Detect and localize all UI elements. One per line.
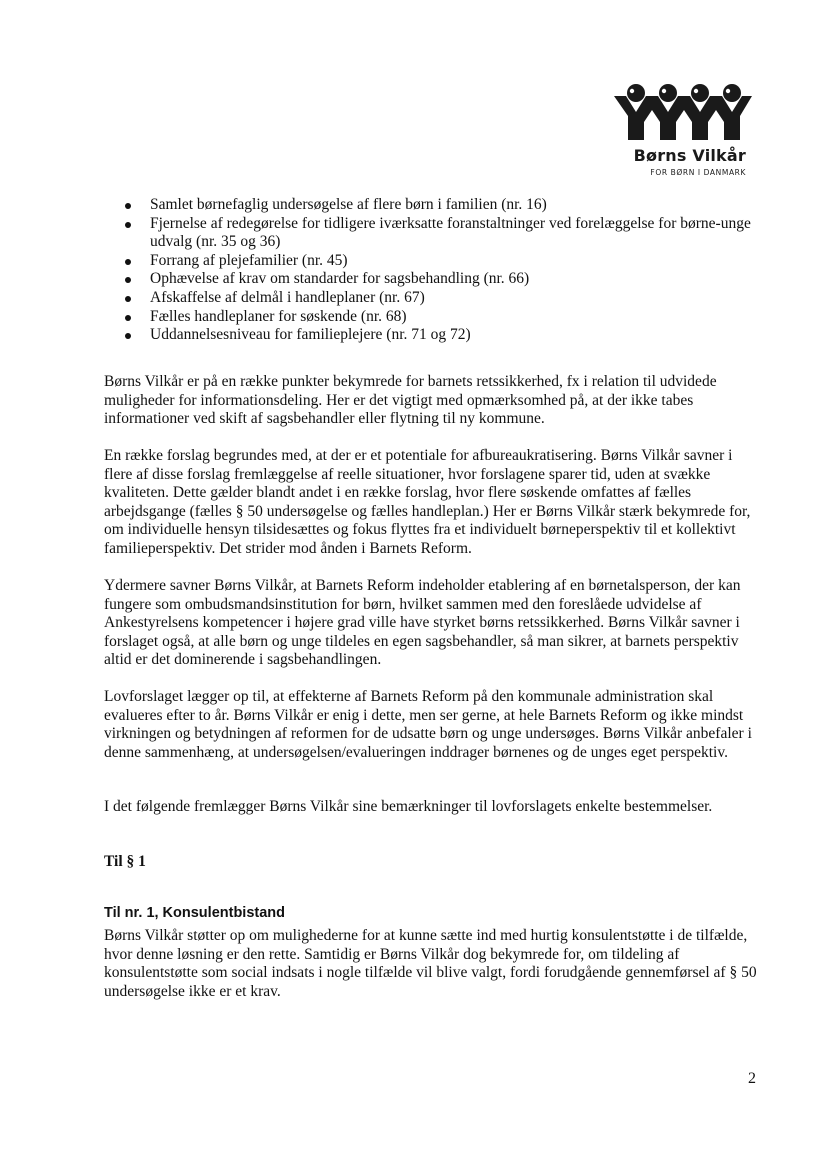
logo-tagline: FOR BØRN I DANMARK — [650, 168, 746, 177]
paragraph-ombudsman: Ydermere savner Børns Vilkår, at Barnets Reform indeholder etablering af en børnetalsperson, der kan fungere som ombudsmandsinstitution for børn, hvilket sammen med den foreslåede udvidelse af Ankestyrelsens kompetencer i højere grad ville have styrket børns retssikkerhed. Børns Vilkår savner i forslaget også, at alle børn og unge tildeles en egen sagsbehandler, så man sikrer, at barnets perspektiv altid er det dominerende i sagsbehandlingen. — [104, 577, 741, 669]
bullet-icon — [125, 203, 131, 209]
bullet-icon — [125, 315, 131, 321]
bullet-text: Ophævelse af krav om standarder for sagsbehandling (nr. 66) — [150, 270, 530, 288]
logo-name: Børns Vilkår — [633, 146, 746, 165]
bullet-text: Fjernelse af redegørelse for tidligere iværksatte foranstaltninger ved forelæggelse for børne-unge udvalg (nr. 35 og 36) — [150, 214, 751, 251]
bullet-icon — [125, 222, 131, 228]
paragraph-intro-remarks: I det følgende fremlægger Børns Vilkår sine bemærkninger til lovforslagets enkelte bestemmelser. — [104, 798, 713, 815]
logo — [608, 82, 756, 182]
bullet-item — [118, 289, 758, 308]
bullet-list — [118, 196, 758, 345]
bullet-text: Samlet børnefaglig undersøgelse af flere børn i familien (nr. 16) — [150, 196, 547, 213]
bullet-item — [118, 270, 758, 289]
paragraph-evaluation: Lovforslaget lægger op til, at effekterne af Barnets Reform på den kommunale administration skal evalueres efter to år. Børns Vilkår er enig i dette, men ser gerne, at hele Barnets Reform og ikke mindst virkningen og betydningen af reformen for de udsatte børn og unge undersøges. Børns Vilkår anbefaler i denne sammenhæng, at undersøgelsen/evalueringen inddrager børnenes og de unges eget perspektiv. — [104, 688, 752, 761]
bullet-text: Forrang af plejefamilier (nr. 45) — [150, 251, 348, 269]
four-children-figures-icon — [612, 82, 752, 144]
bullet-text: Afskaffelse af delmål i handleplaner (nr. 67) — [150, 288, 425, 306]
bullet-text: Uddannelsesniveau for familieplejere (nr. 71 og 72) — [150, 326, 471, 344]
bullet-text: Fælles handleplaner for søskende (nr. 68) — [150, 307, 407, 325]
paragraph-consultant-support: Børns Vilkår støtter op om mulighederne for at kunne sætte ind med hurtig konsulentstøtte i de tilfælde, hvor denne løsning er den rette. Samtidig er Børns Vilkår dog bekymrede for, om tildeling af konsulentstøtte som social indsats i nogle tilfælde vil blive valgt, fordi forudgående gennemførsel af § 50 undersøgelse ikke er et krav. — [104, 927, 757, 1000]
bullet-icon — [125, 333, 131, 339]
bullet-icon — [125, 277, 131, 283]
section-title: Til § 1 — [104, 853, 146, 870]
subsection-heading: Til nr. 1, Konsulentbistand — [104, 905, 286, 921]
bullet-item — [118, 215, 758, 252]
page-number: 2 — [748, 1070, 756, 1087]
bullet-item — [118, 326, 758, 345]
bullet-item — [118, 308, 758, 327]
paragraph-debureaucratization: En række forslag begrundes med, at der er et potentiale for afbureaukratisering. Børns Vilkår savner i flere af disse forslag fremlæggelse af reelle situationer, hvor forslagene sparer tid, uden at svække kvaliteten. Dette gælder blandt andet i en række forslag, hvor flere søskende omfattes af fælles arbejdsgange (fælles § 50 undersøgelse og fælles handleplan.) Her er Børns Vilkår stærk bekymrede for, om individuelle hensyn tilsidesættes og fokus flyttes fra et individuelt børneperspektiv til et kollektivt familieperspektiv. Det strider mod ånden i Barnets Reform. — [104, 447, 751, 557]
bullet-icon — [125, 259, 131, 265]
bullet-item — [118, 196, 758, 215]
bullet-icon — [125, 296, 131, 302]
paragraph-legal-certainty: Børns Vilkår er på en række punkter bekymrede for barnets retssikkerhed, fx i relation til udvidede muligheder for informationsdeling. Her er det vigtigt med opmærksomhed på, at der ikke tabes informationer ved skift af sagsbehandler eller flytning til ny kommune. — [104, 373, 717, 428]
bullet-item — [118, 252, 758, 271]
